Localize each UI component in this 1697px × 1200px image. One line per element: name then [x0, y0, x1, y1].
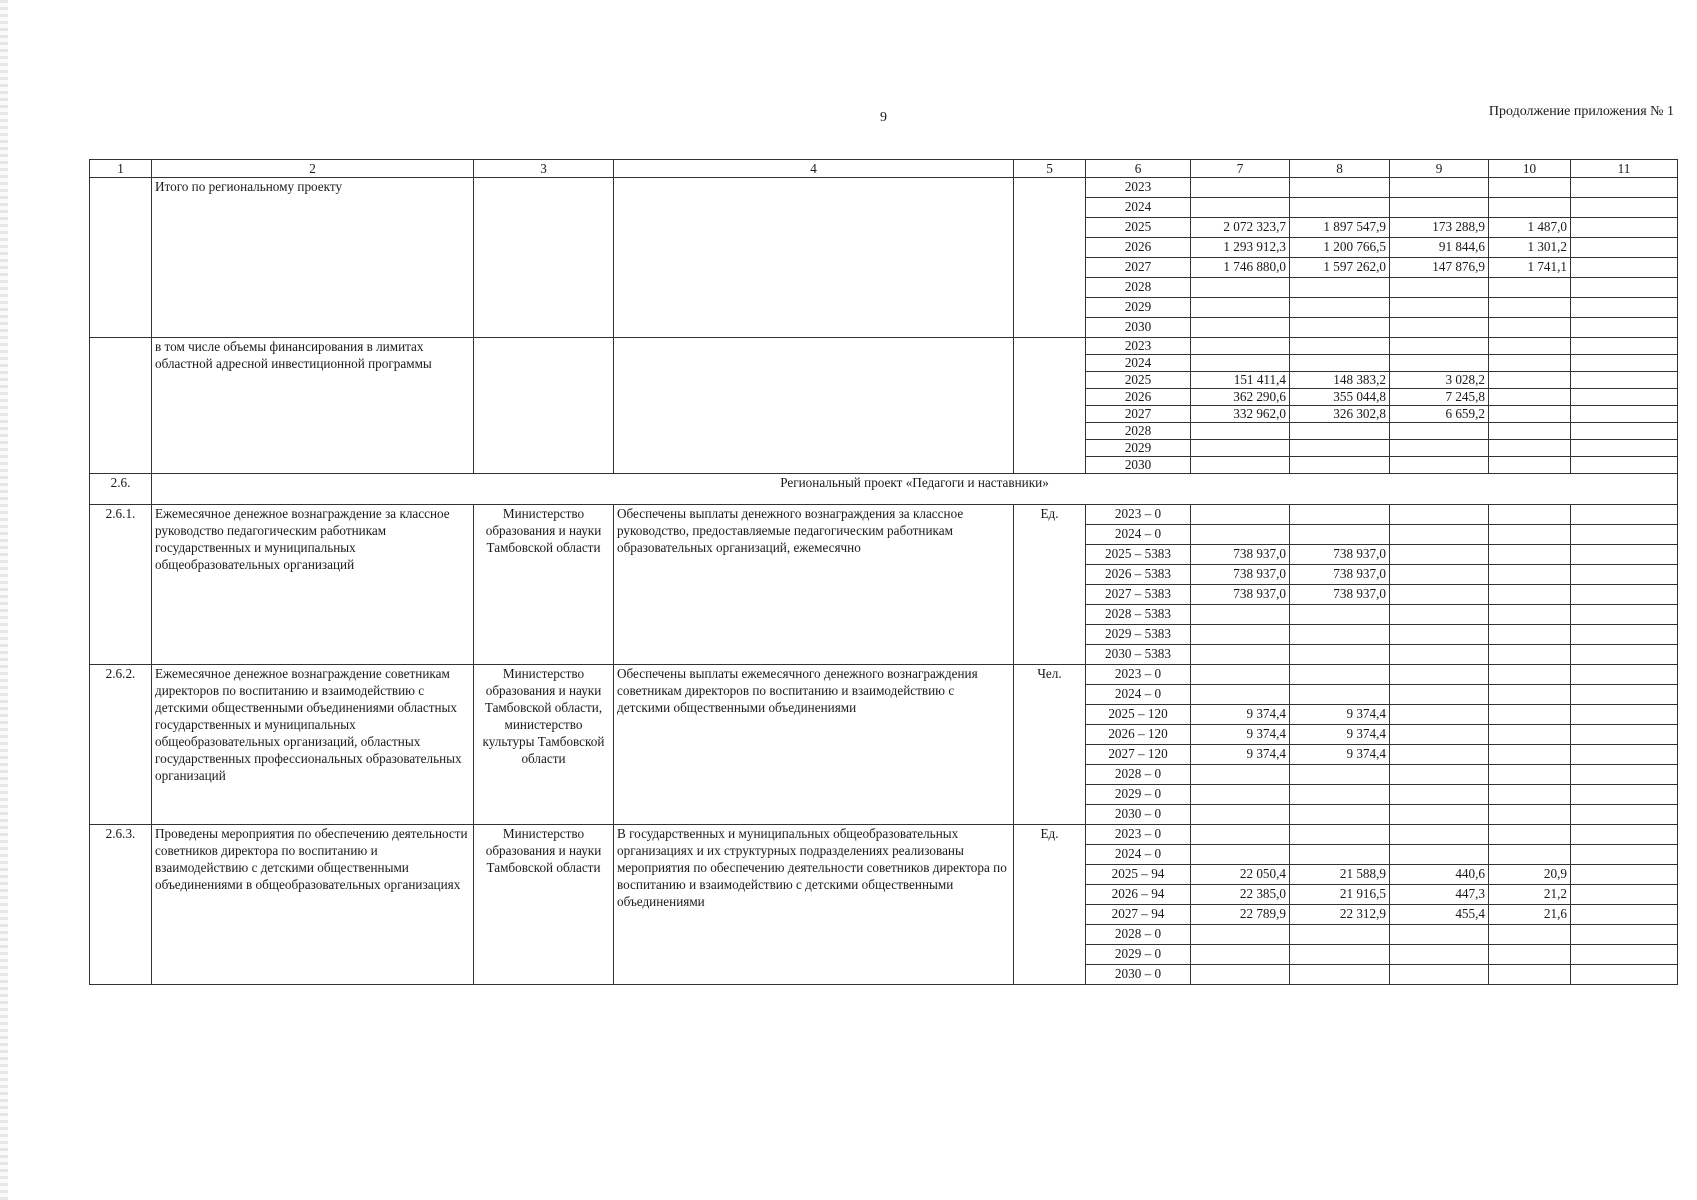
item-executor: [474, 338, 614, 474]
amount-cell-c11: [1571, 372, 1678, 389]
amount-cell-c10: [1489, 605, 1571, 625]
amount-cell-c10: [1489, 665, 1571, 685]
item-unit: Ед.: [1014, 825, 1086, 985]
amount-cell-c10: 21,6: [1489, 905, 1571, 925]
amount-cell-c11: [1571, 665, 1678, 685]
amount-cell-c8: 355 044,8: [1290, 389, 1390, 406]
amount-cell-c11: [1571, 545, 1678, 565]
year-cell: 2029 – 0: [1086, 785, 1191, 805]
amount-cell-c8: [1290, 965, 1390, 985]
table-body: [90, 178, 1678, 985]
amount-cell-c8: [1290, 825, 1390, 845]
amount-cell-c8: [1290, 505, 1390, 525]
amount-cell-c7: [1191, 440, 1290, 457]
amount-cell-c10: [1489, 278, 1571, 298]
amount-cell-c11: [1571, 705, 1678, 725]
amount-cell-c8: 1 597 262,0: [1290, 258, 1390, 278]
amount-cell-c9: 455,4: [1390, 905, 1489, 925]
year-cell: 2027: [1086, 406, 1191, 423]
amount-cell-c11: [1571, 885, 1678, 905]
amount-cell-c9: [1390, 298, 1489, 318]
item-result: [614, 338, 1014, 474]
amount-cell-c10: [1489, 965, 1571, 985]
amount-cell-c7: [1191, 925, 1290, 945]
year-cell: 2025 – 5383: [1086, 545, 1191, 565]
amount-cell-c8: 738 937,0: [1290, 565, 1390, 585]
amount-cell-c10: [1489, 505, 1571, 525]
year-cell: 2030 – 0: [1086, 805, 1191, 825]
amount-cell-c8: [1290, 278, 1390, 298]
amount-cell-c7: [1191, 845, 1290, 865]
amount-cell-c10: [1489, 318, 1571, 338]
amount-cell-c11: [1571, 605, 1678, 625]
amount-cell-c7: 738 937,0: [1191, 585, 1290, 605]
table-row: [90, 665, 1678, 685]
amount-cell-c9: [1390, 765, 1489, 785]
amount-cell-c9: 91 844,6: [1390, 238, 1489, 258]
table-row: [90, 178, 1678, 198]
amount-cell-c7: 738 937,0: [1191, 545, 1290, 565]
section-row: [90, 474, 1678, 505]
amount-cell-c11: [1571, 218, 1678, 238]
amount-cell-c10: [1489, 389, 1571, 406]
year-cell: 2024: [1086, 198, 1191, 218]
amount-cell-c8: [1290, 805, 1390, 825]
column-header: 7: [1191, 160, 1290, 178]
year-cell: 2027 – 5383: [1086, 585, 1191, 605]
amount-cell-c9: [1390, 585, 1489, 605]
amount-cell-c7: [1191, 685, 1290, 705]
year-cell: 2029: [1086, 440, 1191, 457]
amount-cell-c11: [1571, 625, 1678, 645]
amount-cell-c8: [1290, 298, 1390, 318]
amount-cell-c7: [1191, 423, 1290, 440]
amount-cell-c10: [1489, 545, 1571, 565]
amount-cell-c7: [1191, 765, 1290, 785]
amount-cell-c10: [1489, 745, 1571, 765]
amount-cell-c9: [1390, 645, 1489, 665]
year-cell: 2028: [1086, 423, 1191, 440]
amount-cell-c11: [1571, 505, 1678, 525]
item-executor: Министерство образования и науки Тамбовской области: [474, 825, 614, 985]
amount-cell-c7: 362 290,6: [1191, 389, 1290, 406]
year-cell: 2030 – 0: [1086, 965, 1191, 985]
amount-cell-c10: [1489, 440, 1571, 457]
item-index: [90, 338, 152, 474]
year-cell: 2025 – 120: [1086, 705, 1191, 725]
amount-cell-c10: [1489, 355, 1571, 372]
amount-cell-c8: [1290, 665, 1390, 685]
amount-cell-c8: [1290, 925, 1390, 945]
amount-cell-c10: [1489, 705, 1571, 725]
amount-cell-c9: [1390, 625, 1489, 645]
amount-cell-c8: 148 383,2: [1290, 372, 1390, 389]
item-executor: Министерство образования и науки Тамбовской области: [474, 505, 614, 665]
item-name: в том числе объемы финансирования в лимитах областной адресной инвестиционной программы: [152, 338, 474, 474]
amount-cell-c10: [1489, 825, 1571, 845]
amount-cell-c11: [1571, 440, 1678, 457]
amount-cell-c9: [1390, 423, 1489, 440]
item-name: Итого по региональному проекту: [152, 178, 474, 338]
amount-cell-c7: 738 937,0: [1191, 565, 1290, 585]
year-cell: 2023 – 0: [1086, 505, 1191, 525]
amount-cell-c7: [1191, 805, 1290, 825]
amount-cell-c11: [1571, 805, 1678, 825]
section-title: Региональный проект «Педагоги и наставники»: [152, 474, 1678, 505]
amount-cell-c11: [1571, 585, 1678, 605]
amount-cell-c7: 9 374,4: [1191, 745, 1290, 765]
amount-cell-c7: 22 050,4: [1191, 865, 1290, 885]
amount-cell-c9: [1390, 338, 1489, 355]
amount-cell-c7: [1191, 825, 1290, 845]
amount-cell-c11: [1571, 258, 1678, 278]
amount-cell-c8: 9 374,4: [1290, 705, 1390, 725]
year-cell: 2024 – 0: [1086, 685, 1191, 705]
amount-cell-c7: [1191, 645, 1290, 665]
item-result: Обеспечены выплаты ежемесячного денежного вознаграждения советникам директоров по воспитанию и взаимодействию с детскими общественными объединениями: [614, 665, 1014, 825]
amount-cell-c7: [1191, 965, 1290, 985]
amount-cell-c9: 3 028,2: [1390, 372, 1489, 389]
year-cell: 2030: [1086, 318, 1191, 338]
column-header: 11: [1571, 160, 1678, 178]
amount-cell-c11: [1571, 457, 1678, 474]
amount-cell-c11: [1571, 525, 1678, 545]
amount-cell-c10: [1489, 525, 1571, 545]
item-unit: [1014, 338, 1086, 474]
year-cell: 2025: [1086, 218, 1191, 238]
amount-cell-c10: [1489, 565, 1571, 585]
amount-cell-c10: [1489, 423, 1571, 440]
amount-cell-c8: [1290, 685, 1390, 705]
year-cell: 2026: [1086, 238, 1191, 258]
amount-cell-c9: [1390, 198, 1489, 218]
amount-cell-c11: [1571, 925, 1678, 945]
amount-cell-c11: [1571, 865, 1678, 885]
amount-cell-c8: 9 374,4: [1290, 745, 1390, 765]
amount-cell-c8: 9 374,4: [1290, 725, 1390, 745]
amount-cell-c8: [1290, 423, 1390, 440]
year-cell: 2023: [1086, 338, 1191, 355]
amount-cell-c9: [1390, 605, 1489, 625]
amount-cell-c9: [1390, 845, 1489, 865]
table-row: [90, 338, 1678, 355]
item-unit: Ед.: [1014, 505, 1086, 665]
amount-cell-c9: [1390, 965, 1489, 985]
amount-cell-c7: [1191, 665, 1290, 685]
amount-cell-c9: [1390, 457, 1489, 474]
item-result: В государственных и муниципальных общеобразовательных организациях и их структурных подразделениях реализованы мероприятия по обеспечению деятельности советников директора по воспитанию и взаимодействию с детскими общественными объединениями: [614, 825, 1014, 985]
year-cell: 2023: [1086, 178, 1191, 198]
amount-cell-c7: [1191, 338, 1290, 355]
amount-cell-c7: 1 746 880,0: [1191, 258, 1290, 278]
amount-cell-c8: 738 937,0: [1290, 585, 1390, 605]
amount-cell-c11: [1571, 785, 1678, 805]
amount-cell-c11: [1571, 178, 1678, 198]
amount-cell-c7: 2 072 323,7: [1191, 218, 1290, 238]
amount-cell-c8: [1290, 338, 1390, 355]
scan-edge: [0, 0, 8, 1200]
amount-cell-c8: [1290, 178, 1390, 198]
year-cell: 2024 – 0: [1086, 525, 1191, 545]
year-cell: 2026 – 120: [1086, 725, 1191, 745]
amount-cell-c7: 22 385,0: [1191, 885, 1290, 905]
amount-cell-c10: [1489, 625, 1571, 645]
amount-cell-c8: [1290, 525, 1390, 545]
column-header: 4: [614, 160, 1014, 178]
amount-cell-c8: [1290, 845, 1390, 865]
column-header: 8: [1290, 160, 1390, 178]
amount-cell-c11: [1571, 318, 1678, 338]
amount-cell-c7: [1191, 318, 1290, 338]
amount-cell-c9: 447,3: [1390, 885, 1489, 905]
amount-cell-c9: [1390, 825, 1489, 845]
item-name: Ежемесячное денежное вознаграждение за классное руководство педагогическим работникам государственных и муниципальных общеобразовательных организаций: [152, 505, 474, 665]
amount-cell-c9: [1390, 318, 1489, 338]
column-header: 2: [152, 160, 474, 178]
amount-cell-c8: 22 312,9: [1290, 905, 1390, 925]
year-cell: 2026 – 5383: [1086, 565, 1191, 585]
year-cell: 2026 – 94: [1086, 885, 1191, 905]
amount-cell-c7: [1191, 505, 1290, 525]
amount-cell-c9: [1390, 685, 1489, 705]
item-index: 2.6.2.: [90, 665, 152, 825]
amount-cell-c7: [1191, 198, 1290, 218]
amount-cell-c10: [1489, 406, 1571, 423]
column-header: 1: [90, 160, 152, 178]
amount-cell-c9: [1390, 665, 1489, 685]
amount-cell-c8: 738 937,0: [1290, 545, 1390, 565]
year-cell: 2029 – 0: [1086, 945, 1191, 965]
amount-cell-c7: 9 374,4: [1191, 705, 1290, 725]
amount-cell-c11: [1571, 565, 1678, 585]
year-cell: 2027 – 94: [1086, 905, 1191, 925]
amount-cell-c7: [1191, 178, 1290, 198]
item-unit: Чел.: [1014, 665, 1086, 825]
page-number: 9: [880, 110, 887, 125]
amount-cell-c7: 151 411,4: [1191, 372, 1290, 389]
amount-cell-c10: [1489, 585, 1571, 605]
amount-cell-c11: [1571, 355, 1678, 372]
amount-cell-c10: [1489, 372, 1571, 389]
amount-cell-c7: 22 789,9: [1191, 905, 1290, 925]
amount-cell-c8: 21 916,5: [1290, 885, 1390, 905]
amount-cell-c9: [1390, 505, 1489, 525]
year-cell: 2028: [1086, 278, 1191, 298]
amount-cell-c7: [1191, 945, 1290, 965]
section-index: 2.6.: [90, 474, 152, 505]
amount-cell-c9: 7 245,8: [1390, 389, 1489, 406]
year-cell: 2026: [1086, 389, 1191, 406]
amount-cell-c7: [1191, 457, 1290, 474]
column-header: 9: [1390, 160, 1489, 178]
column-header: 10: [1489, 160, 1571, 178]
column-header: 3: [474, 160, 614, 178]
amount-cell-c7: [1191, 605, 1290, 625]
column-number-row: [90, 160, 1678, 178]
amount-cell-c9: 173 288,9: [1390, 218, 1489, 238]
amount-cell-c8: [1290, 198, 1390, 218]
amount-cell-c11: [1571, 423, 1678, 440]
amount-cell-c11: [1571, 406, 1678, 423]
amount-cell-c9: 147 876,9: [1390, 258, 1489, 278]
item-executor: Министерство образования и науки Тамбовской области, министерство культуры Тамбовской области: [474, 665, 614, 825]
item-unit: [1014, 178, 1086, 338]
amount-cell-c11: [1571, 298, 1678, 318]
amount-cell-c7: 9 374,4: [1191, 725, 1290, 745]
amount-cell-c11: [1571, 965, 1678, 985]
amount-cell-c7: 332 962,0: [1191, 406, 1290, 423]
amount-cell-c9: [1390, 725, 1489, 745]
amount-cell-c8: [1290, 625, 1390, 645]
year-cell: 2030 – 5383: [1086, 645, 1191, 665]
amount-cell-c10: [1489, 925, 1571, 945]
year-cell: 2023 – 0: [1086, 825, 1191, 845]
year-cell: 2023 – 0: [1086, 665, 1191, 685]
amount-cell-c11: [1571, 685, 1678, 705]
amount-cell-c9: 6 659,2: [1390, 406, 1489, 423]
amount-cell-c10: [1489, 457, 1571, 474]
amount-cell-c10: 1 301,2: [1489, 238, 1571, 258]
year-cell: 2024: [1086, 355, 1191, 372]
amount-cell-c9: [1390, 945, 1489, 965]
year-cell: 2025 – 94: [1086, 865, 1191, 885]
amount-cell-c9: [1390, 178, 1489, 198]
amount-cell-c10: [1489, 645, 1571, 665]
table-row: [90, 505, 1678, 525]
year-cell: 2027: [1086, 258, 1191, 278]
column-header: 6: [1086, 160, 1191, 178]
amount-cell-c11: [1571, 238, 1678, 258]
amount-cell-c11: [1571, 645, 1678, 665]
amount-cell-c11: [1571, 745, 1678, 765]
amount-cell-c11: [1571, 725, 1678, 745]
amount-cell-c8: [1290, 645, 1390, 665]
amount-cell-c9: [1390, 545, 1489, 565]
item-name: Ежемесячное денежное вознаграждение советникам директоров по воспитанию и взаимодействию с детскими общественными объединениями областных государственных и муниципальных общеобразовательных организаций, областных государственных профессиональных образовательных организаций: [152, 665, 474, 825]
amount-cell-c9: [1390, 805, 1489, 825]
amount-cell-c11: [1571, 945, 1678, 965]
amount-cell-c10: 1 741,1: [1489, 258, 1571, 278]
amount-cell-c9: [1390, 785, 1489, 805]
amount-cell-c8: [1290, 605, 1390, 625]
amount-cell-c11: [1571, 198, 1678, 218]
year-cell: 2025: [1086, 372, 1191, 389]
amount-cell-c8: 326 302,8: [1290, 406, 1390, 423]
amount-cell-c10: [1489, 805, 1571, 825]
amount-cell-c9: [1390, 925, 1489, 945]
amount-cell-c10: 20,9: [1489, 865, 1571, 885]
amount-cell-c10: [1489, 765, 1571, 785]
amount-cell-c11: [1571, 278, 1678, 298]
amount-cell-c7: [1191, 298, 1290, 318]
year-cell: 2030: [1086, 457, 1191, 474]
item-index: [90, 178, 152, 338]
amount-cell-c8: 21 588,9: [1290, 865, 1390, 885]
item-result: [614, 178, 1014, 338]
year-cell: 2029 – 5383: [1086, 625, 1191, 645]
amount-cell-c7: [1191, 278, 1290, 298]
amount-cell-c10: [1489, 785, 1571, 805]
amount-cell-c10: [1489, 178, 1571, 198]
item-name: Проведены мероприятия по обеспечению деятельности советников директора по воспитанию и взаимодействию с детскими общественными объединениями в общеобразовательных организациях: [152, 825, 474, 985]
amount-cell-c8: [1290, 457, 1390, 474]
continuation-note: Продолжение приложения № 1: [1488, 104, 1674, 119]
amount-cell-c10: 21,2: [1489, 885, 1571, 905]
amount-cell-c11: [1571, 338, 1678, 355]
amount-cell-c11: [1571, 845, 1678, 865]
amount-cell-c8: 1 897 547,9: [1290, 218, 1390, 238]
year-cell: 2024 – 0: [1086, 845, 1191, 865]
amount-cell-c10: [1489, 945, 1571, 965]
amount-cell-c9: [1390, 705, 1489, 725]
amount-cell-c10: [1489, 725, 1571, 745]
amount-cell-c8: [1290, 945, 1390, 965]
amount-cell-c9: 440,6: [1390, 865, 1489, 885]
amount-cell-c7: 1 293 912,3: [1191, 238, 1290, 258]
item-executor: [474, 178, 614, 338]
item-index: 2.6.3.: [90, 825, 152, 985]
year-cell: 2029: [1086, 298, 1191, 318]
amount-cell-c9: [1390, 440, 1489, 457]
amount-cell-c8: [1290, 440, 1390, 457]
year-cell: 2028 – 0: [1086, 765, 1191, 785]
amount-cell-c9: [1390, 525, 1489, 545]
amount-cell-c8: [1290, 318, 1390, 338]
item-index: 2.6.1.: [90, 505, 152, 665]
amount-cell-c11: [1571, 905, 1678, 925]
amount-cell-c11: [1571, 765, 1678, 785]
amount-cell-c8: [1290, 355, 1390, 372]
amount-cell-c8: [1290, 785, 1390, 805]
amount-cell-c9: [1390, 745, 1489, 765]
amount-cell-c9: [1390, 355, 1489, 372]
amount-cell-c7: [1191, 785, 1290, 805]
year-cell: 2028 – 0: [1086, 925, 1191, 945]
amount-cell-c9: [1390, 565, 1489, 585]
amount-cell-c11: [1571, 825, 1678, 845]
amount-cell-c10: [1489, 845, 1571, 865]
amount-cell-c10: 1 487,0: [1489, 218, 1571, 238]
column-header: 5: [1014, 160, 1086, 178]
amount-cell-c10: [1489, 685, 1571, 705]
amount-cell-c8: [1290, 765, 1390, 785]
amount-cell-c8: 1 200 766,5: [1290, 238, 1390, 258]
amount-cell-c10: [1489, 198, 1571, 218]
amount-cell-c10: [1489, 338, 1571, 355]
table-row: [90, 825, 1678, 845]
year-cell: 2028 – 5383: [1086, 605, 1191, 625]
amount-cell-c7: [1191, 625, 1290, 645]
amount-cell-c10: [1489, 298, 1571, 318]
item-result: Обеспечены выплаты денежного вознаграждения за классное руководство, предоставляемые педагогическим работникам образовательных организаций, ежемесячно: [614, 505, 1014, 665]
amount-cell-c7: [1191, 355, 1290, 372]
amount-cell-c11: [1571, 389, 1678, 406]
program-table: [89, 159, 1678, 985]
amount-cell-c7: [1191, 525, 1290, 545]
year-cell: 2027 – 120: [1086, 745, 1191, 765]
amount-cell-c9: [1390, 278, 1489, 298]
